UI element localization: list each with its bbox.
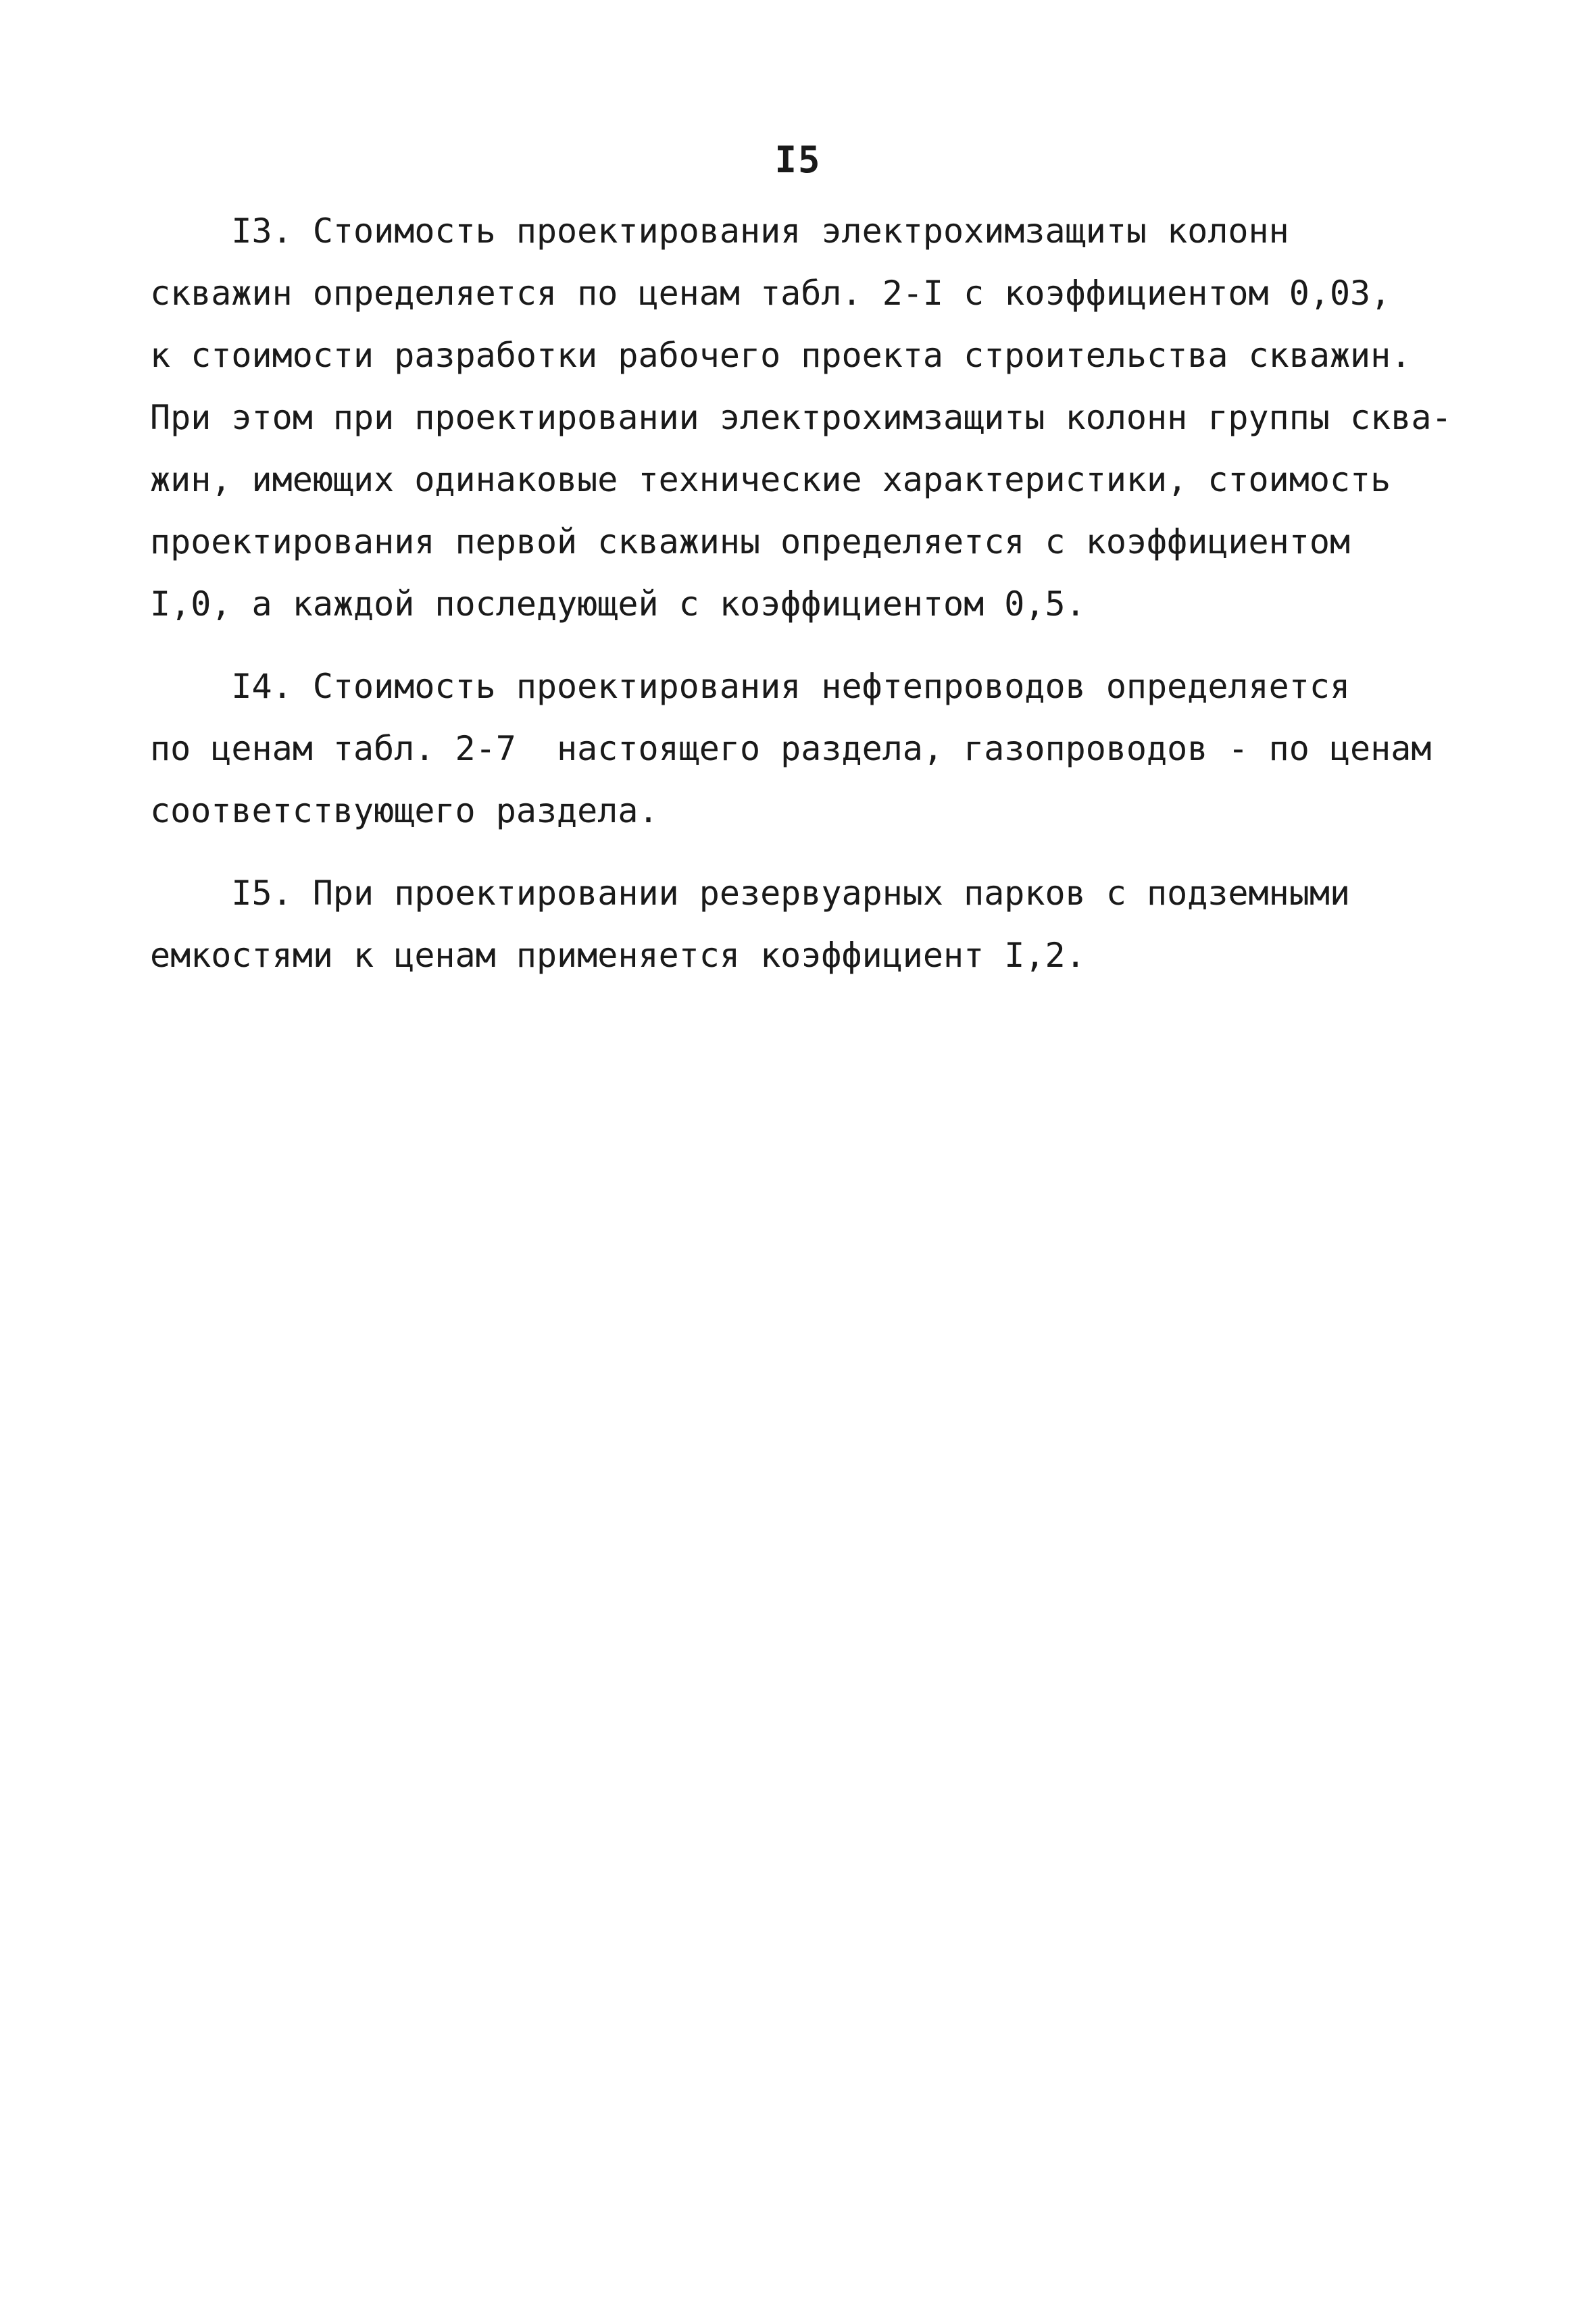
text-line: скважин определяется по ценам табл. 2-I с коэффициентом 0,03, [150, 274, 1391, 313]
text-line: I5. При проектировании резервуарных парков с подземными [150, 874, 1351, 913]
text-line: жин, имеющих одинаковые технические характеристики, стоимость [150, 460, 1391, 499]
text-line: I4. Стоимость проектирования нефтепроводов определяется [150, 667, 1351, 706]
text-line: I,0, а каждой последующей с коэффициентом 0,5. [150, 584, 1086, 624]
text-line: соответствующего раздела. [150, 791, 659, 830]
text-line: по ценам табл. 2-7 настоящего раздела, газопроводов - по ценам [150, 729, 1432, 768]
text-line: проектирования первой скважины определяется с коэффициентом [150, 522, 1351, 561]
text-line: При этом при проектировании электрохимзащиты колонн группы сква- [150, 398, 1452, 437]
text-line: к стоимости разработки рабочего проекта строительства скважин. [150, 336, 1412, 375]
text-line: емкостями к ценам применяется коэффициент I,2. [150, 936, 1086, 975]
text-line: I3. Стоимость проектирования электрохимзащиты колонн [150, 211, 1289, 251]
page-number: I5 [774, 139, 822, 181]
